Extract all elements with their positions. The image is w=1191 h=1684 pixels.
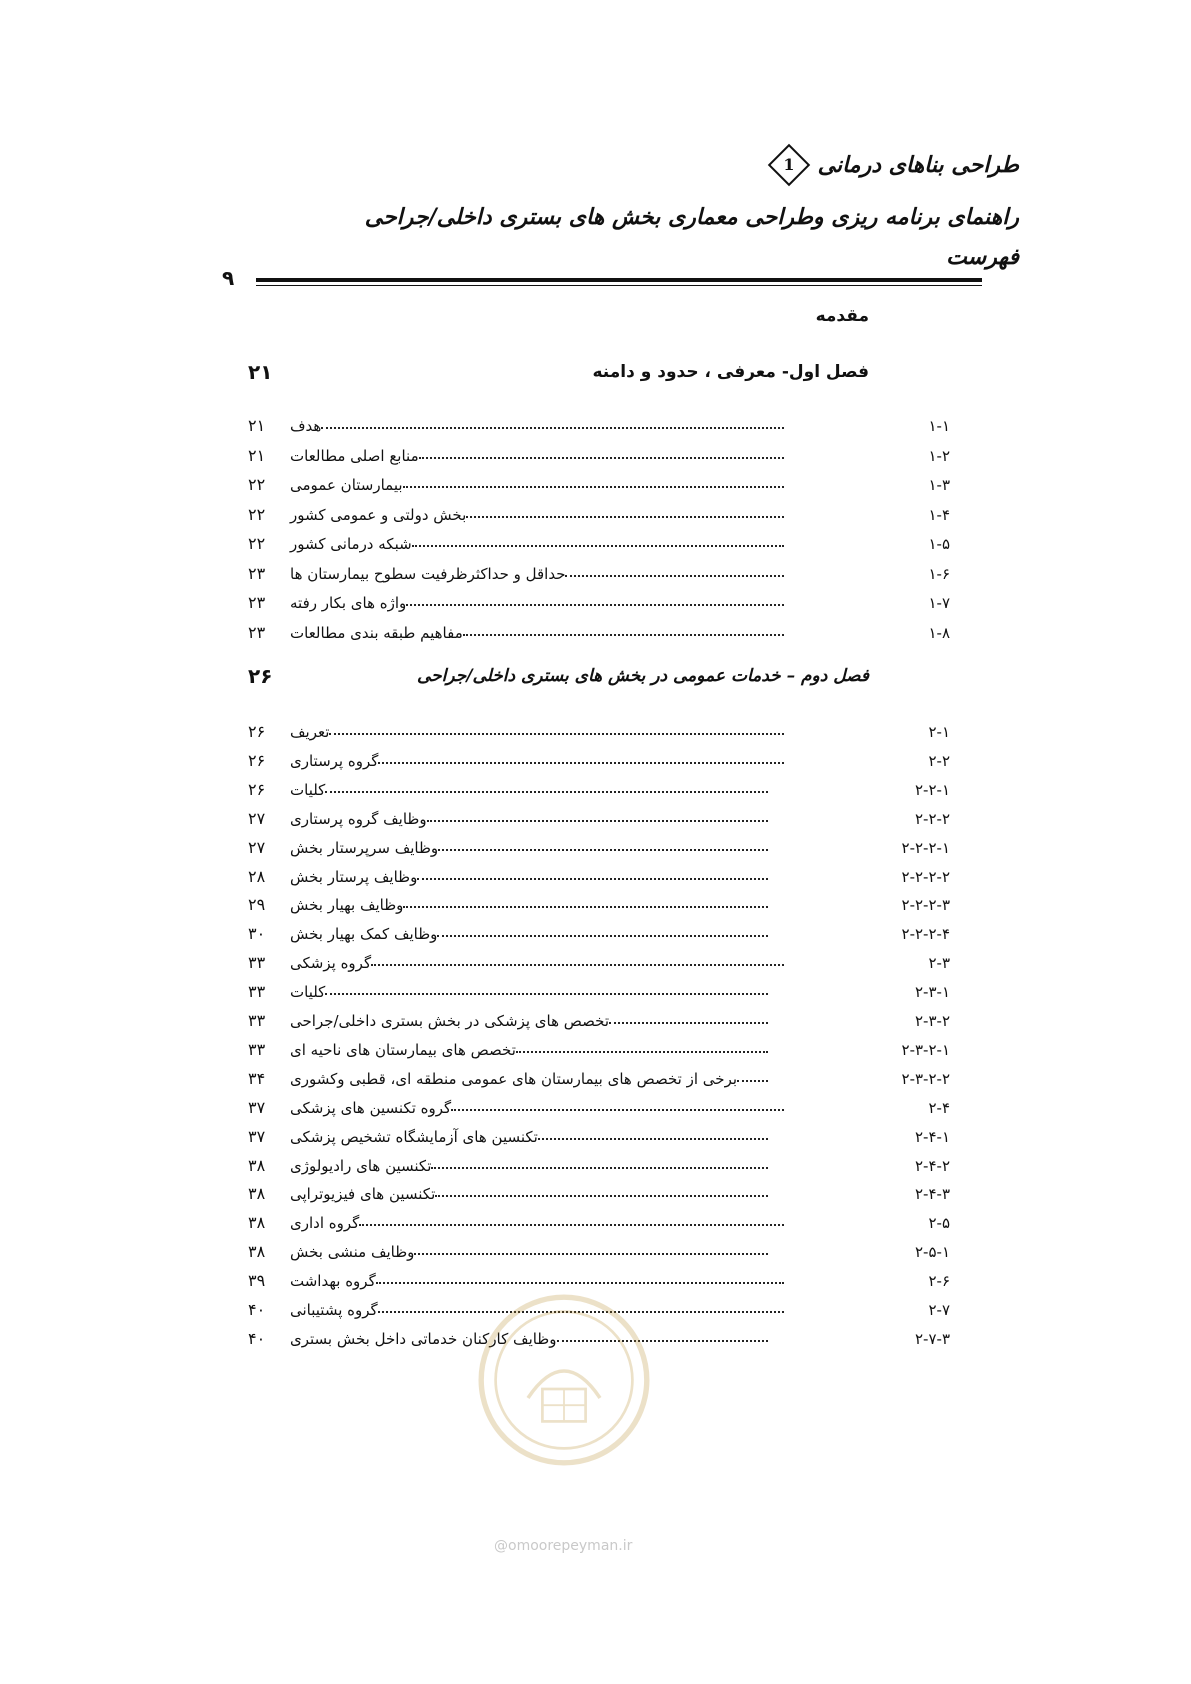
chapter2-entry (290, 718, 950, 746)
chapter1-entry (290, 560, 950, 588)
chapter1-entry (290, 471, 950, 499)
entry-number: ۲-۲-۲-۳ (901, 896, 950, 915)
chapter2-entry (290, 776, 950, 804)
entry-number: ۲-۳-۱ (915, 983, 950, 1002)
entry-title: گروه بهداشت (290, 1272, 376, 1291)
entry-title-leader (290, 863, 774, 891)
chapter2-entry (290, 834, 950, 862)
entry-number: ۲-۳-۲ (915, 1012, 950, 1030)
entry-page-number: ۳۸ (248, 1213, 266, 1233)
entry-page-number: ۳۳ (248, 953, 266, 973)
entry-title-leader (290, 442, 790, 470)
watermark-url: @omoorepeyman.ir (494, 1538, 633, 1554)
entry-page-number: ۲۳ (248, 563, 266, 583)
chapter1-entry (290, 589, 950, 617)
chapter2-entry (290, 1209, 950, 1237)
entry-title: وظایف کارکنان خدماتی داخل بخش بستری (290, 1329, 557, 1348)
entry-page-number: ۳۸ (248, 1242, 266, 1262)
entry-title: کلیات (290, 983, 326, 1002)
entry-title-leader (290, 1123, 774, 1151)
entry-page-number: ۴۰ (248, 1328, 266, 1348)
entry-number: ۲-۶ (928, 1272, 950, 1291)
dot-leader (417, 878, 768, 880)
entry-number: ۲-۳ (928, 954, 950, 973)
entry-title: گروه اداری (290, 1214, 360, 1233)
entry-page-number: ۴۰ (248, 1300, 266, 1319)
entry-page-number: ۲۲ (248, 504, 266, 524)
entry-page-number: ۲۶ (248, 750, 266, 770)
entry-title: بخش دولتی و عمومی کشور (290, 505, 467, 524)
entry-number: ۲-۱ (928, 723, 950, 741)
entry-title: تکنسین های رادیولوژی (290, 1156, 432, 1175)
chapter2-entry (290, 978, 950, 1006)
chapter-1-title: فصل اول- معرفی ، حدود و دامنه (592, 362, 869, 382)
chapter2-entry (290, 949, 950, 977)
entry-title-leader (290, 776, 774, 804)
entry-number: ۱-۵ (928, 535, 950, 553)
entry-title-leader (290, 805, 774, 833)
entry-title: بیمارستان عمومی (290, 476, 403, 494)
watermark-seal (474, 1290, 654, 1470)
dot-leader (406, 604, 784, 606)
entry-title-leader (290, 1036, 774, 1064)
chapter-1-page: ۲۱ (248, 360, 273, 384)
entry-title: گروه پشتیبانی (290, 1301, 378, 1319)
dot-leader (419, 457, 784, 459)
dot-leader (321, 427, 784, 429)
entry-number: ۲-۴-۱ (915, 1127, 950, 1146)
dot-leader (565, 575, 784, 577)
entry-number: ۲-۴ (928, 1098, 950, 1117)
entry-title: حداقل و حداکثرظرفیت سطوح بیمارستان ها (290, 564, 566, 583)
dot-leader (451, 1109, 784, 1111)
entry-title-leader (290, 1152, 774, 1180)
entry-number: ۲-۲ (928, 751, 950, 770)
dot-leader (466, 516, 784, 518)
dot-leader (376, 1282, 784, 1284)
dot-leader (403, 906, 768, 908)
entry-title: وظایف پرستار بخش (290, 867, 418, 886)
chapter2-entry (290, 1238, 950, 1266)
entry-page-number: ۳۸ (248, 1184, 266, 1204)
chapter-2-title: فصل دوم – خدمات عمومی در بخش های بستری داخلی/جراحی (417, 666, 869, 686)
entry-page-number: ۲۳ (248, 622, 266, 642)
intro-heading: مقدمه (815, 306, 869, 326)
entry-number: ۱-۲ (928, 446, 950, 465)
entry-page-number: ۲۶ (248, 779, 266, 799)
entry-page-number: ۲۲ (248, 475, 266, 494)
chapter2-entry (290, 747, 950, 775)
entry-title-leader (290, 718, 790, 746)
entry-title: وظایف کمک بهیار بخش (290, 925, 438, 944)
header-divider (256, 278, 982, 286)
entry-title: واژه های بکار رفته (290, 594, 407, 612)
entry-title-leader (290, 530, 790, 558)
series-title (764, 150, 1019, 180)
entry-page-number: ۲۹ (248, 895, 266, 915)
dot-leader (378, 762, 784, 764)
entry-number: ۲-۲-۲-۱ (901, 838, 950, 857)
entry-number: ۲-۷-۳ (915, 1329, 950, 1348)
entry-page-number: ۳۷ (248, 1097, 266, 1117)
entry-page-number: ۳۴ (248, 1068, 266, 1088)
entry-page-number: ۳۷ (248, 1126, 266, 1146)
dot-leader (737, 1080, 768, 1082)
entry-title: تکنسین های فیزیوتراپی (290, 1185, 436, 1204)
entry-title-leader (290, 1238, 774, 1266)
entry-page-number: ۳۳ (248, 982, 266, 1002)
chapter2-entry (290, 1094, 950, 1122)
dot-leader (412, 545, 784, 547)
chapter1-entry (290, 530, 950, 558)
entry-number: ۱-۱ (928, 417, 950, 435)
entry-title: کلیات (290, 780, 326, 799)
entry-number: ۲-۳-۲-۱ (901, 1040, 950, 1059)
entry-number: ۲-۲-۲-۴ (901, 925, 950, 944)
dot-leader (431, 1167, 768, 1169)
entry-title: تعریف (290, 723, 330, 741)
entry-title-leader (290, 1007, 774, 1035)
entry-number: ۲-۲-۲-۲ (901, 867, 950, 886)
entry-page-number: ۲۸ (248, 866, 266, 886)
entry-title-leader (290, 501, 790, 529)
entry-title-leader (290, 920, 774, 948)
dot-leader (438, 849, 768, 851)
entry-title: مفاهیم طبقه بندی مطالعات (290, 623, 463, 642)
entry-number: ۱-۶ (928, 564, 950, 583)
entry-page-number: ۲۳ (248, 593, 266, 612)
chapter2-entry (290, 1065, 950, 1093)
entry-title: وظایف بهیار بخش (290, 896, 404, 915)
entry-page-number: ۳۸ (248, 1155, 266, 1175)
entry-page-number: ۳۰ (248, 924, 266, 944)
dot-leader (437, 935, 768, 937)
entry-title-leader (290, 412, 790, 440)
entry-title-leader (290, 949, 790, 977)
entry-title-leader (290, 589, 790, 617)
book-subtitle: راهنمای برنامه ریزی وطراحی معماری بخش های بستری داخلی/جراحی (364, 204, 1019, 230)
dot-leader (538, 1138, 768, 1140)
chapter-2-page: ۲۶ (248, 664, 273, 688)
entry-page-number: ۲۷ (248, 808, 266, 828)
entry-number: ۲-۵ (928, 1214, 950, 1233)
entry-title: گروه پزشکی (290, 954, 372, 973)
entry-page-number: ۳۹ (248, 1271, 266, 1291)
dot-leader (427, 820, 768, 822)
dot-leader (435, 1195, 768, 1197)
dot-leader (414, 1253, 768, 1255)
dot-leader (359, 1224, 784, 1226)
entry-title-leader (290, 891, 774, 919)
dot-leader (329, 733, 784, 735)
chapter2-entry (290, 1123, 950, 1151)
entry-title-leader (290, 1209, 790, 1237)
chapter2-entry (290, 1152, 950, 1180)
entry-number: ۱-۴ (928, 505, 950, 524)
dot-leader (609, 1022, 768, 1024)
entry-number: ۲-۴-۲ (915, 1156, 950, 1175)
entry-title: تخصص های بیمارستان های ناحیه ای (290, 1040, 516, 1059)
entry-number: ۲-۷ (928, 1301, 950, 1319)
entry-title-leader (290, 747, 790, 775)
entry-number: ۱-۳ (928, 476, 950, 494)
entry-title: وظایف گروه پرستاری (290, 809, 427, 828)
entry-page-number: ۲۶ (248, 722, 266, 741)
chapter2-entry (290, 1007, 950, 1035)
chapter1-entry (290, 501, 950, 529)
chapter2-entry (290, 863, 950, 891)
entry-page-number: ۲۱ (248, 416, 266, 435)
dot-leader (403, 486, 784, 488)
dot-leader (325, 993, 768, 995)
entry-number: ۲-۲-۲ (915, 809, 950, 828)
chapter2-entry (290, 891, 950, 919)
entry-title: تخصص های پزشکی در بخش بستری داخلی/جراحی (290, 1012, 610, 1030)
dot-leader (371, 964, 784, 966)
entry-title: برخی از تخصص های بیمارستان های عمومی منطقه ای، قطبی وکشوری (290, 1069, 738, 1088)
entry-title: گروه تکنسین های پزشکی (290, 1098, 452, 1117)
chapter1-entry (290, 619, 950, 647)
chapter1-entry (290, 412, 950, 440)
entry-title: هدف (290, 417, 322, 435)
chapter2-entry (290, 1036, 950, 1064)
entry-title: شبکه درمانی کشور (290, 535, 412, 553)
entry-title-leader (290, 834, 774, 862)
entry-number: ۲-۳-۲-۲ (901, 1069, 950, 1088)
entry-page-number: ۲۷ (248, 837, 266, 857)
entry-page-number: ۳۳ (248, 1039, 266, 1059)
entry-title-leader (290, 1094, 790, 1122)
page-number: ۹ (222, 266, 235, 290)
entry-title-leader (290, 619, 790, 647)
entry-number: ۲-۲-۱ (915, 780, 950, 799)
chapter1-entry (290, 442, 950, 470)
entry-number: ۲-۴-۳ (915, 1185, 950, 1204)
entry-title: وظایف سرپرستار بخش (290, 838, 439, 857)
entry-number: ۱-۷ (928, 594, 950, 612)
chapter2-entry (290, 920, 950, 948)
dot-leader (325, 791, 768, 793)
entry-number: ۱-۸ (928, 623, 950, 642)
entry-title-leader (290, 1065, 774, 1093)
entry-page-number: ۲۲ (248, 534, 266, 553)
entry-title-leader (290, 978, 774, 1006)
entry-title: تکنسین های آزمایشگاه تشخیص پزشکی (290, 1127, 538, 1146)
entry-title-leader (290, 471, 790, 499)
dot-leader (516, 1051, 768, 1053)
entry-title-leader (290, 1180, 774, 1208)
chapter2-entry (290, 1180, 950, 1208)
section-title: فهرست (946, 244, 1019, 270)
dot-leader (463, 634, 784, 636)
entry-title: منابع اصلی مطالعات (290, 446, 419, 465)
series-number: 1 (783, 155, 795, 174)
series-title-text: طراحی بناهای درمانی (817, 152, 1019, 178)
entry-page-number: ۲۱ (248, 445, 266, 465)
chapter2-entry (290, 805, 950, 833)
entry-page-number: ۳۳ (248, 1011, 266, 1030)
entry-title-leader (290, 560, 790, 588)
series-number-badge (767, 144, 809, 186)
entry-title: گروه پرستاری (290, 751, 379, 770)
entry-number: ۲-۵-۱ (915, 1243, 950, 1262)
entry-title: وظایف منشی بخش (290, 1243, 415, 1262)
